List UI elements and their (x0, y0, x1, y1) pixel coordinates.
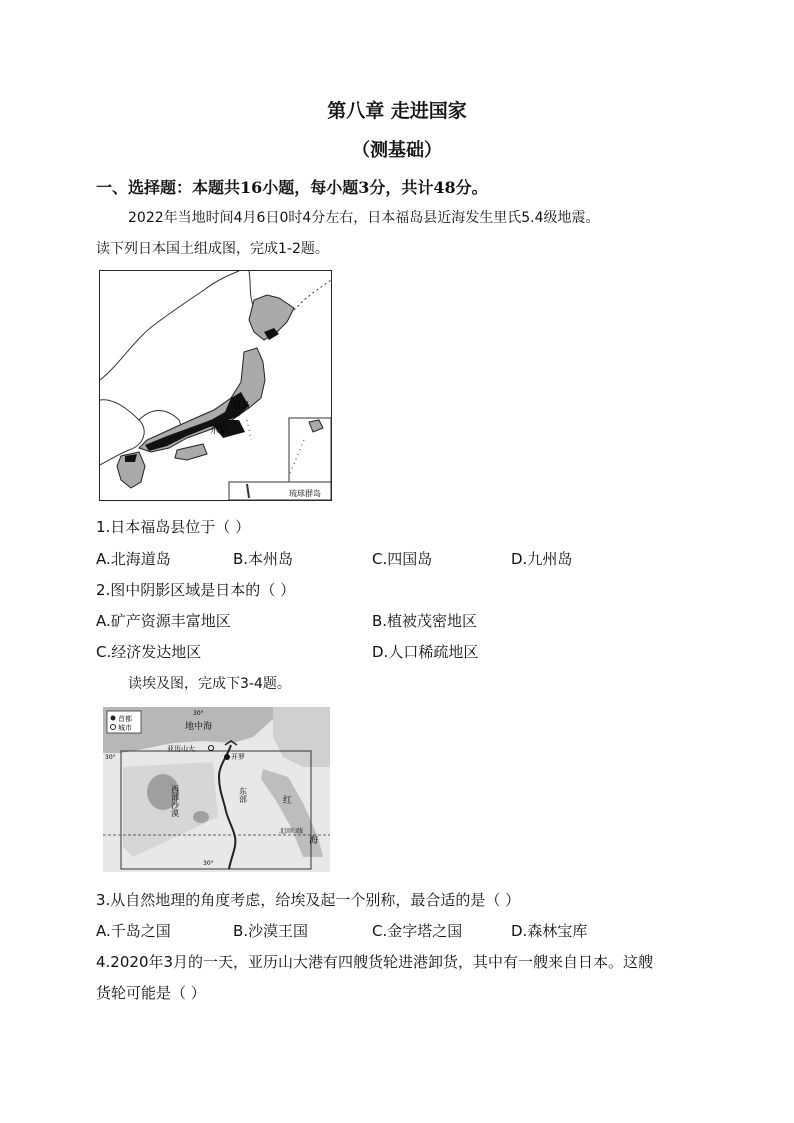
legend-capital: 首都 (118, 715, 132, 723)
section-heading: 一、选择题：本题共16小题，每小题3分，共计48分。 (96, 178, 488, 197)
label-cairo: 开罗 (231, 753, 245, 761)
question-2-option-d: D.人口稀疏地区 (372, 643, 479, 661)
question-3-stem: 3.从自然地理的角度考虑，给埃及起一个别称，最合适的是（ ） (96, 891, 521, 909)
legend-city: 城市 (118, 724, 132, 732)
label-lat30: 30° (105, 754, 116, 761)
page-subtitle: （测基础） (352, 140, 442, 161)
japan-map (99, 270, 332, 501)
question-1-option-b: B.本州岛 (233, 550, 294, 568)
intro-paragraph-line1: 2022年当地时间4月6日0时4分左右，日本福岛县近海发生里氏5.4级地震。 (128, 210, 600, 226)
question-2-option-c: C.经济发达地区 (96, 643, 202, 661)
question-1-option-a: A.北海道岛 (96, 550, 171, 568)
question-1-option-d: D.九州岛 (511, 550, 573, 568)
label-lat30-bottom: 30° (203, 860, 214, 867)
question-2-option-a: A.矿产资源丰富地区 (96, 612, 231, 630)
page-title: 第八章 走进国家 (327, 100, 467, 122)
egypt-map (103, 707, 330, 872)
label-sea2: 海 (309, 836, 319, 846)
intro-paragraph-line2: 读下列日本国土组成图，完成1-2题。 (96, 241, 329, 257)
egypt-map-figure (103, 707, 330, 872)
question-3-option-d: D.森林宝库 (511, 922, 588, 940)
intro-egypt: 读埃及图，完成下3-4题。 (128, 676, 291, 692)
question-3-option-c: C.金字塔之国 (372, 922, 463, 940)
label-western-desert: 西部沙漠 (170, 785, 180, 817)
label-ryukyu: 琉球群岛 (289, 489, 321, 498)
label-lon30: 30° (193, 710, 204, 717)
label-mediterranean: 地中海 (185, 722, 213, 732)
label-fukushima: 福岛 (232, 401, 251, 411)
question-3-option-b: B.沙漠王国 (233, 922, 309, 940)
label-tokyo: 东京 (210, 426, 229, 436)
question-1-option-c: C.四国岛 (372, 550, 433, 568)
question-4-stem-line2: 货轮可能是（ ） (96, 984, 206, 1002)
question-1-stem: 1.日本福岛县位于（ ） (96, 518, 251, 536)
label-tropic: 北回归线 (279, 828, 304, 835)
label-alexandria: 亚历山大 (167, 745, 195, 753)
japan-map-figure (99, 270, 332, 501)
question-2-stem: 2.图中阴影区域是日本的（ ） (96, 581, 296, 599)
question-4-stem-line1: 4.2020年3月的一天，亚历山大港有四艘货轮进港卸货，其中有一艘来自日本。这艘 (96, 953, 654, 971)
question-2-option-b: B.植被茂密地区 (372, 612, 478, 630)
question-3-option-a: A.千岛之国 (96, 922, 171, 940)
label-eastern: 东部 (238, 787, 248, 803)
label-red: 红 (283, 796, 293, 806)
